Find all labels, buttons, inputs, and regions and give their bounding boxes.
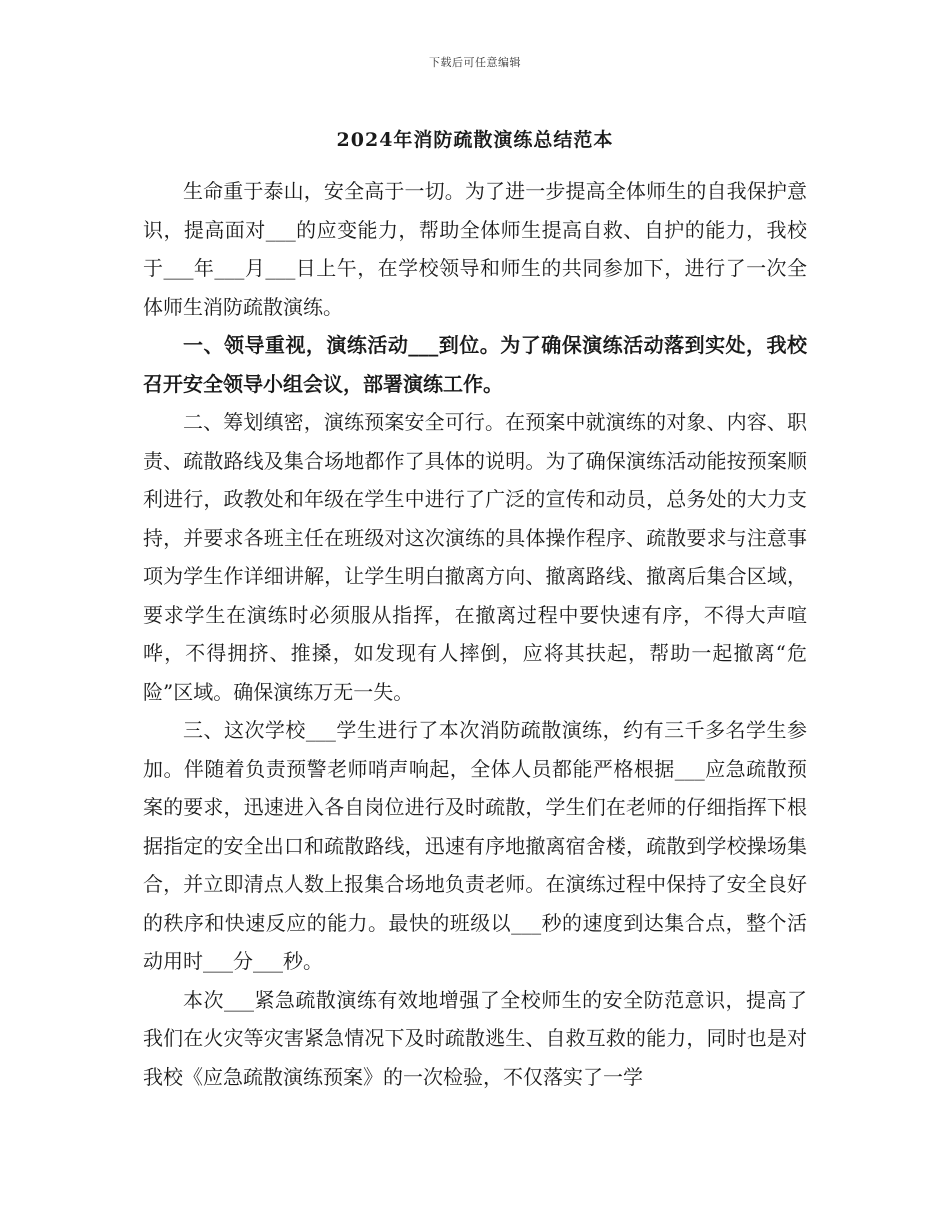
paragraph-section-3: 三、这次学校___学生进行了本次消防疏散演练，约有三千多名学生参加。伴随着负责预警老师哨声响起，全体人员都能严格根据___应急疏散预案的要求，迅速进入各自岗位进行及时疏散，学生们在老师的仔细指挥下根据指定的安全出口和疏散路线，迅速有序地撤离宿舍楼，疏散到学校操场集合，并立即清点人数上报集合场地负责老师。在演练过程中保持了安全良好的秩序和快速反应的能力。最快的班级以___秒的速度到达集合点，整个活动用时___分___秒。 — [143, 718, 807, 973]
paragraph-section-1: 一、领导重视，演练活动___到位。为了确保演练活动落到实处，我校召开安全领导小组会议，部署演练工作。 — [143, 333, 807, 396]
paragraph-intro: 生命重于泰山，安全高于一切。为了进一步提高全体师生的自我保护意识，提高面对___的应变能力，帮助全体师生提高自救、自护的能力，我校于___年___月___日上午，在学校领导和师生的共同参加下，进行了一次全体师生消防疏散演练。 — [143, 179, 807, 319]
document-title: 2024年消防疏散演练总结范本 — [336, 129, 614, 151]
paragraph-section-2: 二、筹划缜密，演练预案安全可行。在预案中就演练的对象、内容、职责、疏散路线及集合场地都作了具体的说明。为了确保演练活动能按预案顺利进行，政教处和年级在学生中进行了广泛的宣传和动员，总务处的大力支持，并要求各班主任在班级对这次演练的具体操作程序、疏散要求与注意事项为学生作详细讲解，让学生明白撤离方向、撤离路线、撤离后集合区域，要求学生在演练时必须服从指挥，在撤离过程中要快速有序，不得大声喧哗，不得拥挤、推搡，如发现有人摔倒，应将其扶起，帮助一起撤离“危险”区域。确保演练万无一失。 — [143, 410, 807, 704]
document-body — [143, 172, 807, 1096]
header-note: 下载后可任意编辑 — [429, 56, 521, 69]
paragraph-conclusion: 本次___紧急疏散演练有效地增强了全校师生的安全防范意识，提高了我们在火灾等灾害紧急情况下及时疏散逃生、自救互救的能力，同时也是对我校《应急疏散演练预案》的一次检验，不仅落实了一学 — [143, 987, 807, 1089]
